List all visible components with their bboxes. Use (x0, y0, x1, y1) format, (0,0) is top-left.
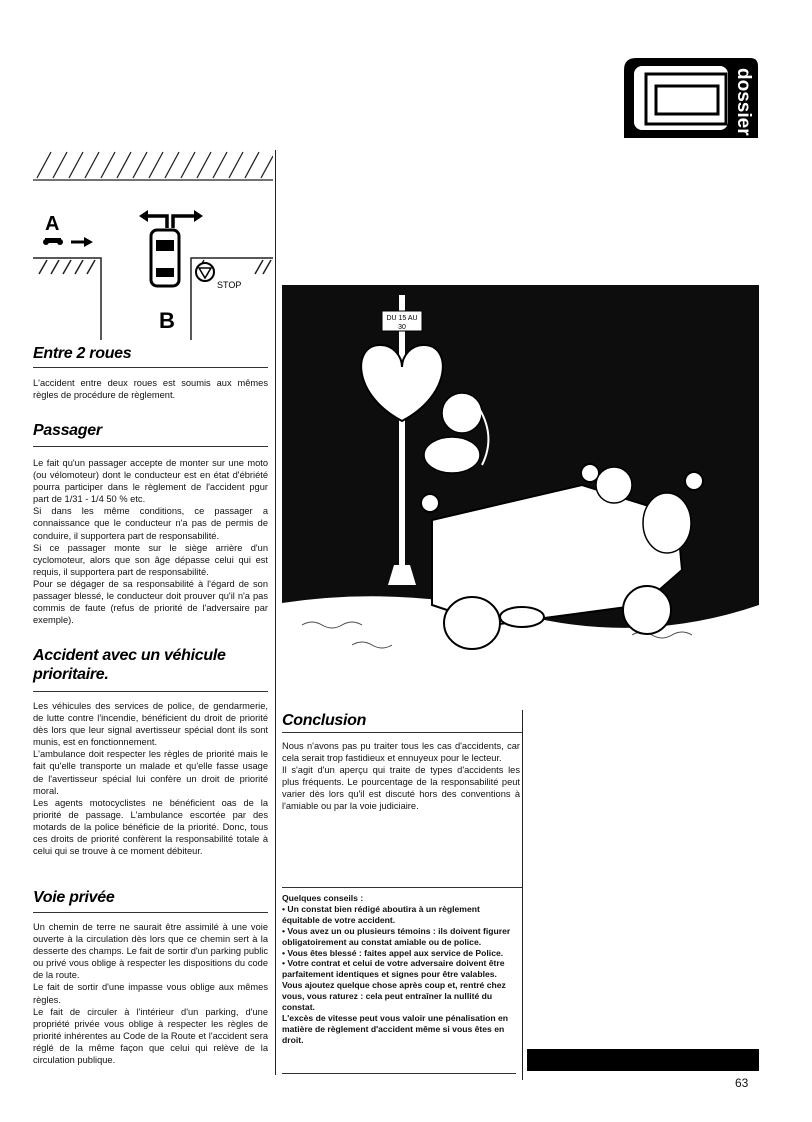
section-rule (282, 732, 522, 733)
section-body-voie-privee (33, 921, 268, 1066)
right-of-way-diagram (33, 150, 273, 340)
section-title-passager: Passager (33, 422, 102, 439)
paragraph: Nous n'avons pas pu traiter tous les cas d'accidents, car cela serait trop fastidieux et ennuyeux pour le lecteur. (282, 741, 520, 764)
car-b-topview (151, 230, 179, 286)
sign-text-line-1: DU 15 AU (386, 315, 418, 322)
dossier-logo (622, 56, 762, 141)
section-body-conclusion (282, 740, 520, 813)
paragraph: Pour se dégager de sa responsabilité à l'égard de son passager blessé, le conducteur doit prouver qu'il n'a pas commis de faute (refus de priorité de l'adversaire par exemple). (33, 578, 268, 626)
page-number: 63 (735, 1076, 749, 1090)
paragraph: Il s'agit d'un aperçu qui traite de types d'accidents les plus fréquents. Le pourcentage de la responsabilité peut varier dès lors qu'il est discuté hors des conventions à l'amiable ou par la voie judiciaire. (282, 765, 520, 812)
paragraph: Les véhicules des services de police, de gendarmerie, de lutte contre l'incendie, bénéficient du droit de priorité dès lors que leur signal avertisseur spécial dont ils sont munis, est en fonctionnement. (33, 701, 268, 748)
cupid-car-cartoon (282, 285, 759, 685)
section-rule (33, 367, 268, 368)
paragraph: Un chemin de terre ne saurait être assimilé à une voie ouverte à la circulation dès lors que ce chemin sert à la desserte des champs. Le fait de sortir d'un parking public ou privé vous oblige à respecter les dispositions du code de la route. (33, 922, 268, 981)
turn-arrows-icon (146, 216, 195, 228)
conseils-rule (282, 887, 522, 888)
section-body-passager (33, 457, 268, 626)
section-title-entre-2-roues: Entre 2 roues (33, 345, 132, 362)
paragraph: Si ce passager monte sur le siège arrière d'un cyclomoteur, alors que son âge dépasse celui qui est requis, il supportera part de responsabilité. (33, 542, 268, 577)
logo-text: dossier (733, 68, 754, 136)
section-title-vehicule-prioritaire: Accident avec un véhicule prioritaire. (33, 647, 226, 683)
sign-text-line-2: 30 (398, 324, 406, 331)
left-corner-curb (33, 258, 101, 340)
section-body-vehicule-prioritaire (33, 700, 268, 857)
motorcycle-a (43, 237, 93, 247)
label-a: A (45, 213, 60, 235)
section-title-conclusion: Conclusion (282, 712, 367, 729)
conseil-item: • Vous avez un ou plusieurs témoins : ils doivent figurer obligatoirement au constat amiable ou de police. (282, 925, 511, 947)
column-rule (275, 150, 276, 1075)
section-rule (33, 691, 268, 692)
stop-sign-icon (196, 263, 241, 290)
paragraph: Le fait de circuler à l'intérieur d'un parking, d'une propriété privée vous oblige à respecter les règles de priorité inhérentes au Code de la Route et l'accident sera réglé de la même façon que celui qui relève de la circulation publique. (33, 1006, 268, 1066)
black-bar (527, 1049, 759, 1071)
conseil-item: • Un constat bien rédigé aboutira à un règlement équitable de votre accident. (282, 903, 480, 925)
conseils-heading: Quelques conseils : (282, 893, 364, 903)
bottom-rule (282, 1073, 516, 1074)
conseil-item: • Votre contrat et celui de votre adversaire doivent être parfaitement identiques et signes pour être valables. Vous ajoutez quelque chose après coup et, rentré chez vous, vous raturez : cela peut entraîner la nullité du constat. (282, 958, 506, 1013)
date-sign (382, 311, 422, 331)
paragraph: L'accident entre deux roues est soumis aux mêmes règles de procédure de règlement. (33, 378, 268, 401)
label-b: B (159, 308, 175, 333)
section-rule (33, 446, 268, 447)
section-rule (33, 912, 268, 913)
conseil-item: L'excès de vitesse peut vous valoir une pénalisation en matière de règlement d'accident même si vous êtes en droit. (282, 1012, 509, 1045)
column-rule (522, 710, 523, 1080)
paragraph: L'ambulance doit respecter les règles de priorité mais le fait qu'elle transporte un malade et qu'elle fasse usage de l'avertisseur spécial lui confère un droit de priorité moral. (33, 749, 268, 796)
section-body-entre-2-roues (33, 377, 268, 401)
conseils-box (282, 893, 516, 1046)
paragraph: Le fait qu'un passager accepte de monter sur une moto (ou vélomoteur) dont le conducteur est en état d'ébriété pourra participer dans le règlement de l'accident pgur part de 1/31 - 1/4 50 % etc. (33, 458, 268, 505)
hatched-top-boundary (33, 152, 273, 180)
stop-sign-text: STOP (217, 280, 242, 290)
paragraph: Si dans les même conditions, ce passager a connaissance que le conducteur n'a pas de permis de conduire, il supportera part de responsabilité. (33, 506, 268, 541)
section-title-voie-privee: Voie privée (33, 889, 115, 906)
paragraph: Le fait de sortir d'une impasse vous oblige aux mêmes règles. (33, 982, 268, 1005)
conseil-item: • Vous êtes blessé : faites appel aux service de Police. (282, 947, 504, 958)
paragraph: Les agents motocyclistes ne bénéficient oas de la priorité de passage. L'ambulance escortée par des motards de la police bénéficie de la priorité. Donc, tous ces droits de priorité confèrent la responsabilité totale à celui qui se trouve à ce moment débiteur. (33, 797, 268, 857)
